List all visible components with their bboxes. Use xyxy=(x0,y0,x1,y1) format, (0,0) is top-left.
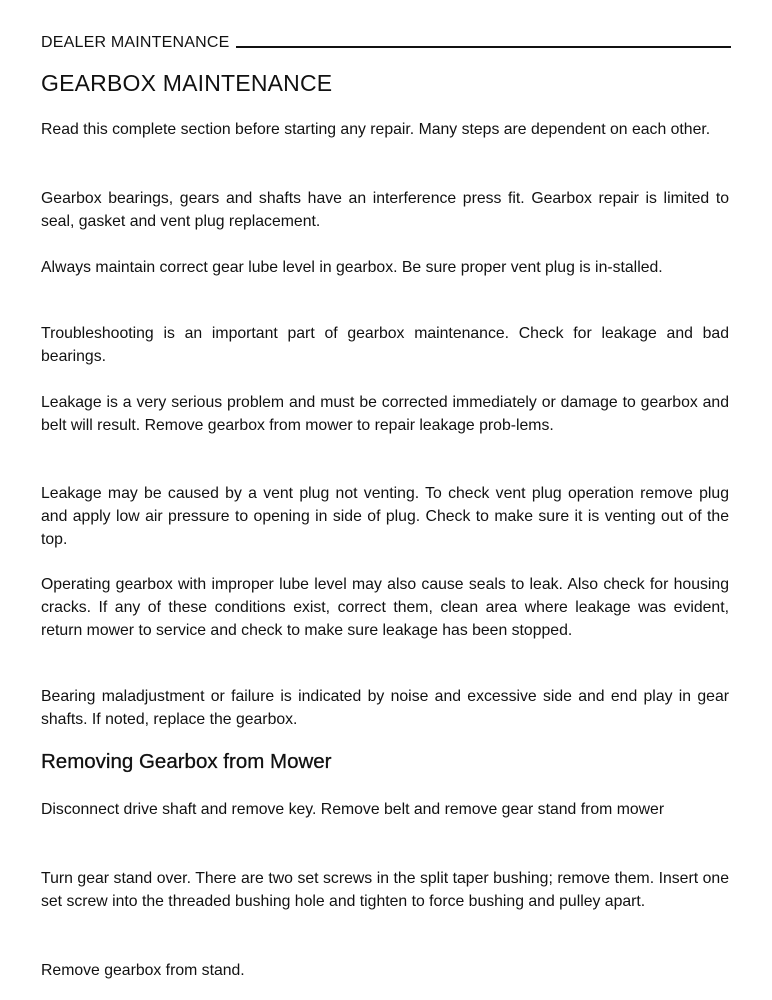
paragraph-read-section: Read this complete section before starting any repair. Many steps are dependent on each other. xyxy=(41,121,711,138)
paragraph-leakage-serious: Leakage is a very serious problem and must be corrected immediately or damage to gearbox and belt will result. Remove gearbox from mower to repair leakage prob-lems. xyxy=(41,394,729,434)
header-rule xyxy=(236,46,731,48)
paragraph-remove-gearbox: Remove gearbox from stand. xyxy=(41,962,245,979)
paragraph-turn-gear-stand: Turn gear stand over. There are two set screws in the split taper bushing; remove them. Insert one set screw into the threaded bushing hole and tighten to force bushing and pulley apart. xyxy=(41,870,729,910)
paragraph-vent-plug: Leakage may be caused by a vent plug not venting. To check vent plug operation remove plug and apply low air pressure to opening in side of plug. Check to make sure it is venting out of the top. xyxy=(41,485,729,548)
paragraph-lube-level: Always maintain correct gear lube level in gearbox. Be sure proper vent plug is in-stalled. xyxy=(41,259,663,276)
section-title: GEARBOX MAINTENANCE xyxy=(41,70,333,96)
running-header xyxy=(41,30,731,52)
subsection-title: Removing Gearbox from Mower xyxy=(41,750,332,773)
paragraph-improper-lube: Operating gearbox with improper lube level may also cause seals to leak. Also check for housing cracks. If any of these conditions exist, correct them, clean area where leakage was evident, return mower to service and check to make sure leakage has been stopped. xyxy=(41,576,729,639)
paragraph-press-fit: Gearbox bearings, gears and shafts have an interference press fit. Gearbox repair is limited to seal, gasket and vent plug replacement. xyxy=(41,190,729,230)
paragraph-troubleshooting: Troubleshooting is an important part of gearbox maintenance. Check for leakage and bad bearings. xyxy=(41,325,729,365)
paragraph-disconnect-drive: Disconnect drive shaft and remove key. Remove belt and remove gear stand from mower xyxy=(41,801,665,818)
header-label: DEALER MAINTENANCE xyxy=(41,34,230,51)
paragraph-bearing-failure: Bearing maladjustment or failure is indicated by noise and excessive side and end play in gear shafts. If noted, replace the gearbox. xyxy=(41,688,729,728)
